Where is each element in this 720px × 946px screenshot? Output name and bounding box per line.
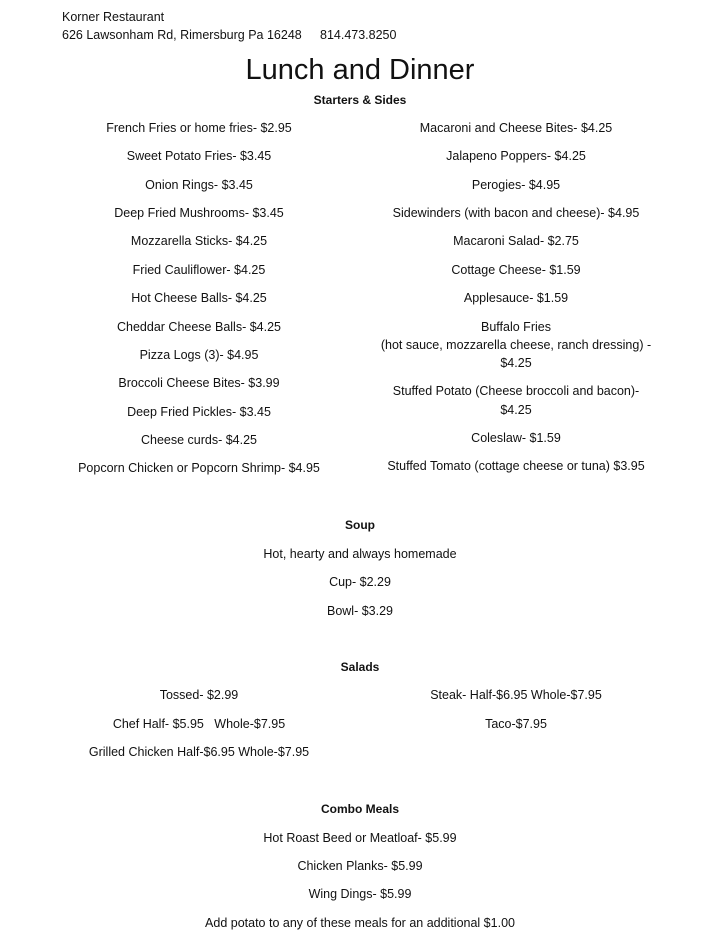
soup-item: Cup- $2.29 — [329, 575, 391, 589]
starter-item: Fried Cauliflower- $4.25 — [132, 263, 266, 277]
combo-item: Chicken Planks- $5.99 — [297, 859, 423, 873]
starter-item: Cheddar Cheese Balls- $4.25 — [117, 320, 281, 334]
side-item: Sidewinders (with bacon and cheese)- $4.95 — [392, 206, 640, 220]
starter-item: Deep Fried Mushrooms- $3.45 — [114, 206, 284, 220]
starter-item: Pizza Logs (3)- $4.95 — [139, 348, 259, 362]
combo-note: Add potato to any of these meals for an additional $1.00 — [205, 916, 515, 930]
side-item: Cottage Cheese- $1.59 — [451, 263, 581, 277]
side-item: Perogies- $4.95 — [471, 178, 561, 192]
combo-item: Hot Roast Beed or Meatloaf- $5.99 — [263, 831, 457, 845]
restaurant-address: 626 Lawsonham Rd, Rimersburg Pa 16248 — [62, 28, 302, 42]
side-item: Stuffed Tomato (cottage cheese or tuna) $3.95 — [387, 459, 645, 473]
starter-item: Onion Rings- $3.45 — [145, 178, 253, 192]
side-item-buffalo-fries-desc: (hot sauce, mozzarella cheese, ranch dressing) - — [380, 338, 652, 352]
side-item-stuffed-potato-price: $4.25 — [500, 403, 532, 417]
starter-item: French Fries or home fries- $2.95 — [106, 121, 292, 135]
salad-item: Tossed- $2.99 — [159, 688, 239, 702]
side-item-stuffed-potato: Stuffed Potato (Cheese broccoli and bacon)- — [392, 384, 640, 398]
salad-item: Chef Half- $5.95 Whole-$7.95 — [112, 717, 286, 731]
side-item-buffalo-fries: Buffalo Fries — [481, 320, 551, 334]
combo-heading: Combo Meals — [320, 802, 399, 816]
side-item-buffalo-fries-price: $4.25 — [500, 356, 532, 370]
combo-item: Wing Dings- $5.99 — [308, 887, 412, 901]
salad-item: Grilled Chicken Half-$6.95 Whole-$7.95 — [88, 745, 310, 759]
starters-heading: Starters & Sides — [313, 93, 407, 107]
side-item: Jalapeno Poppers- $4.25 — [446, 149, 586, 163]
side-item: Coleslaw- $1.59 — [471, 431, 561, 445]
starter-item: Deep Fried Pickles- $3.45 — [127, 405, 271, 419]
side-item: Macaroni and Cheese Bites- $4.25 — [419, 121, 613, 135]
soup-heading: Soup — [345, 518, 375, 532]
restaurant-name: Korner Restaurant — [62, 10, 165, 24]
page-title: Lunch and Dinner — [245, 54, 475, 86]
starter-item: Hot Cheese Balls- $4.25 — [131, 291, 267, 305]
side-item: Macaroni Salad- $2.75 — [453, 234, 579, 248]
salad-item: Taco-$7.95 — [485, 717, 547, 731]
starter-item: Sweet Potato Fries- $3.45 — [126, 149, 272, 163]
salads-heading: Salads — [340, 660, 380, 674]
salad-item: Steak- Half-$6.95 Whole-$7.95 — [430, 688, 602, 702]
soup-item: Bowl- $3.29 — [326, 604, 393, 618]
starter-item: Popcorn Chicken or Popcorn Shrimp- $4.95 — [78, 461, 320, 475]
side-item: Applesauce- $1.59 — [463, 291, 569, 305]
restaurant-phone: 814.473.8250 — [320, 28, 397, 42]
starter-item: Mozzarella Sticks- $4.25 — [130, 234, 268, 248]
soup-item: Hot, hearty and always homemade — [263, 547, 457, 561]
starter-item: Broccoli Cheese Bites- $3.99 — [118, 376, 280, 390]
starter-item: Cheese curds- $4.25 — [140, 433, 258, 447]
